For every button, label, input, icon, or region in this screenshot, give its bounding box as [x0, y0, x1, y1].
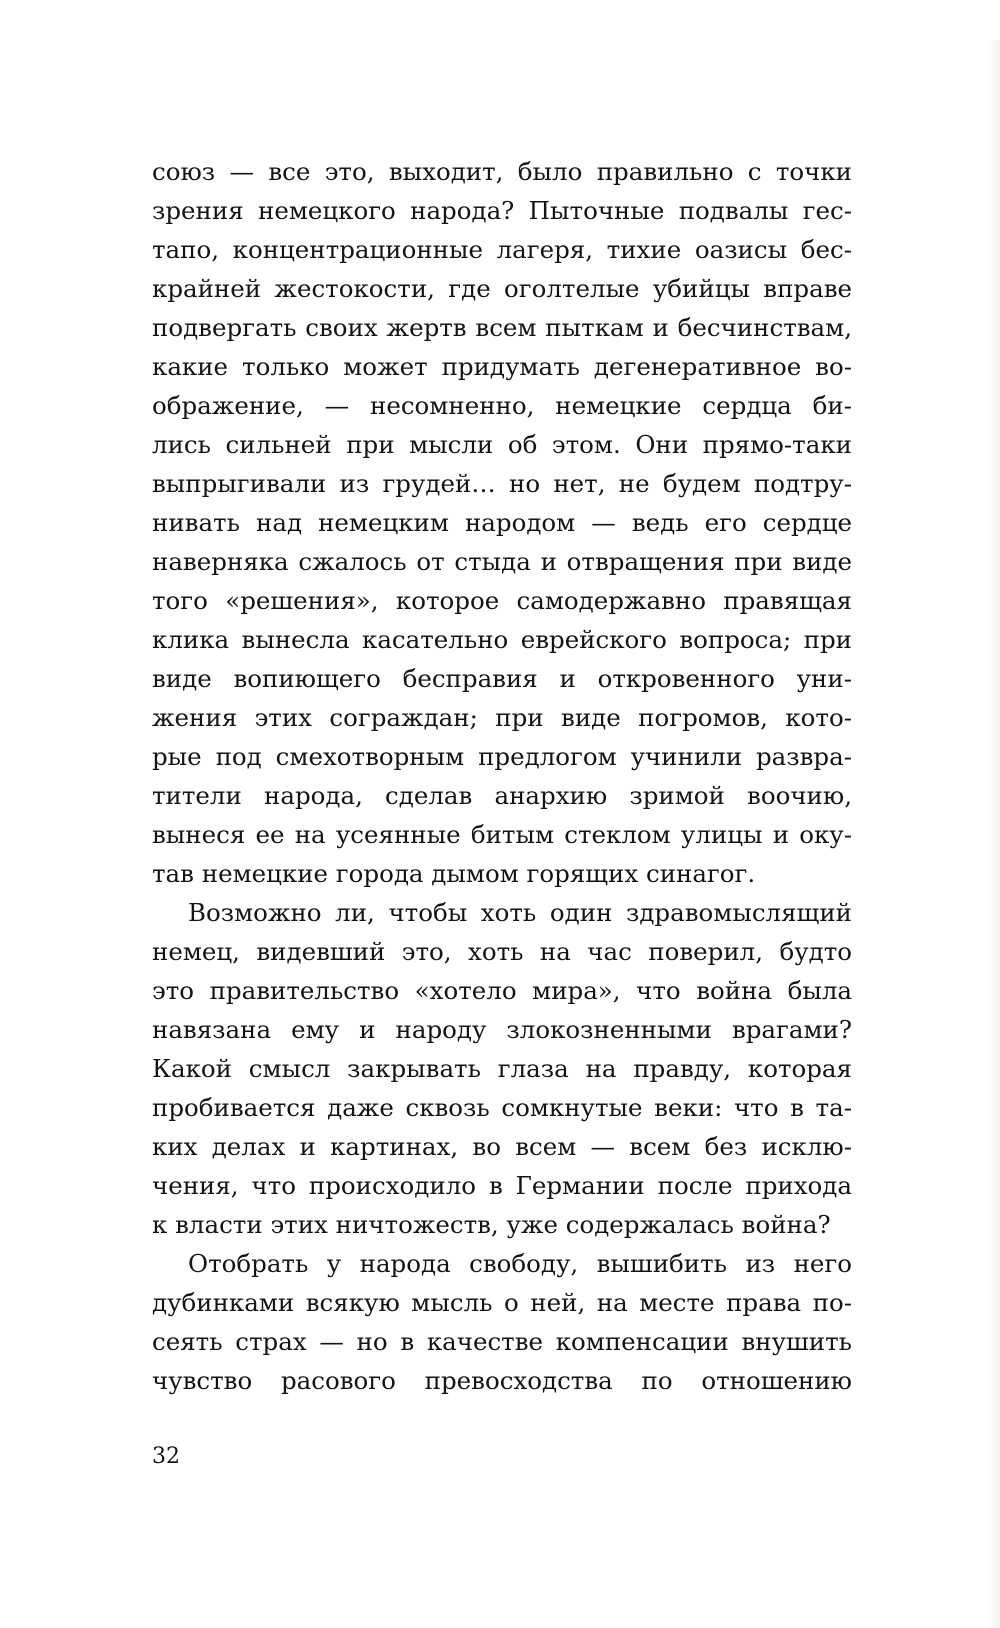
text-line: крайней жестокости, где оголтелые убийцы вправе [152, 274, 852, 303]
page-number: 32 [152, 1444, 180, 1469]
text-line: навязана ему и народу злокозненными врагами? [152, 1015, 852, 1044]
text-line: ких делах и картинах, во всем — всем без исклю- [152, 1132, 852, 1161]
text-line: какие только может придумать дегенеративное во- [152, 352, 852, 381]
text-line: лись сильней при мысли об этом. Они прямо-таки [152, 430, 852, 459]
text-line: тапо, концентрационные лагеря, тихие оазисы бес- [152, 235, 852, 264]
text-line: немец, видевший это, хоть на час поверил, будто [152, 937, 852, 966]
text-line: рые под смехотворным предлогом учинили развра- [152, 742, 852, 771]
text-line: союз — все это, выходит, было правильно с точки [152, 157, 852, 186]
text-line: чувство расового превосходства по отношению [152, 1366, 852, 1395]
text-line: подвергать своих жертв всем пыткам и бесчинствам, [152, 313, 852, 342]
text-line: к власти этих ничтожеств, уже содержалась война? [152, 1210, 831, 1239]
text-line: нивать над немецким народом — ведь его сердце [152, 508, 852, 537]
text-line: тав немецкие города дымом горящих синагог. [152, 859, 756, 888]
text-line: клика вынесла касательно еврейского вопроса; при [152, 625, 852, 654]
text-line: тители народа, сделав анархию зримой воочию, [152, 781, 852, 810]
text-line: того «решения», которое самодержавно правящая [152, 586, 852, 615]
text-line: Отобрать у народа свободу, вышибить из него [188, 1249, 852, 1278]
text-line: чения, что происходило в Германии после прихода [152, 1171, 852, 1200]
text-line: дубинками всякую мысль о ней, на месте права по- [152, 1288, 852, 1317]
text-line: виде вопиющего бесправия и откровенного уни- [152, 664, 852, 693]
text-line: вынеся ее на усеянные битым стеклом улицы и оку- [152, 820, 852, 849]
text-line: выпрыгивали из грудей… но нет, не будем подтру- [152, 469, 852, 498]
text-line: пробивается даже сквозь сомкнутые веки: что в та- [152, 1093, 852, 1122]
text-line: жения этих сограждан; при виде погромов, кото- [152, 703, 852, 732]
body-text [152, 152, 852, 1400]
text-line: наверняка сжалось от стыда и отвращения при виде [152, 547, 852, 576]
text-line: Возможно ли, чтобы хоть один здравомыслящий [188, 898, 852, 927]
text-line: Какой смысл закрывать глаза на правду, которая [152, 1054, 852, 1083]
text-line: сеять страх — но в качестве компенсации внушить [152, 1327, 852, 1356]
text-line: это правительство «хотело мира», что война была [152, 976, 852, 1005]
text-line: ображение, — несомненно, немецкие сердца би- [152, 391, 852, 420]
text-line: зрения немецкого народа? Пыточные подвалы гес- [152, 196, 852, 225]
page-edge-shadow [986, 40, 1000, 1628]
